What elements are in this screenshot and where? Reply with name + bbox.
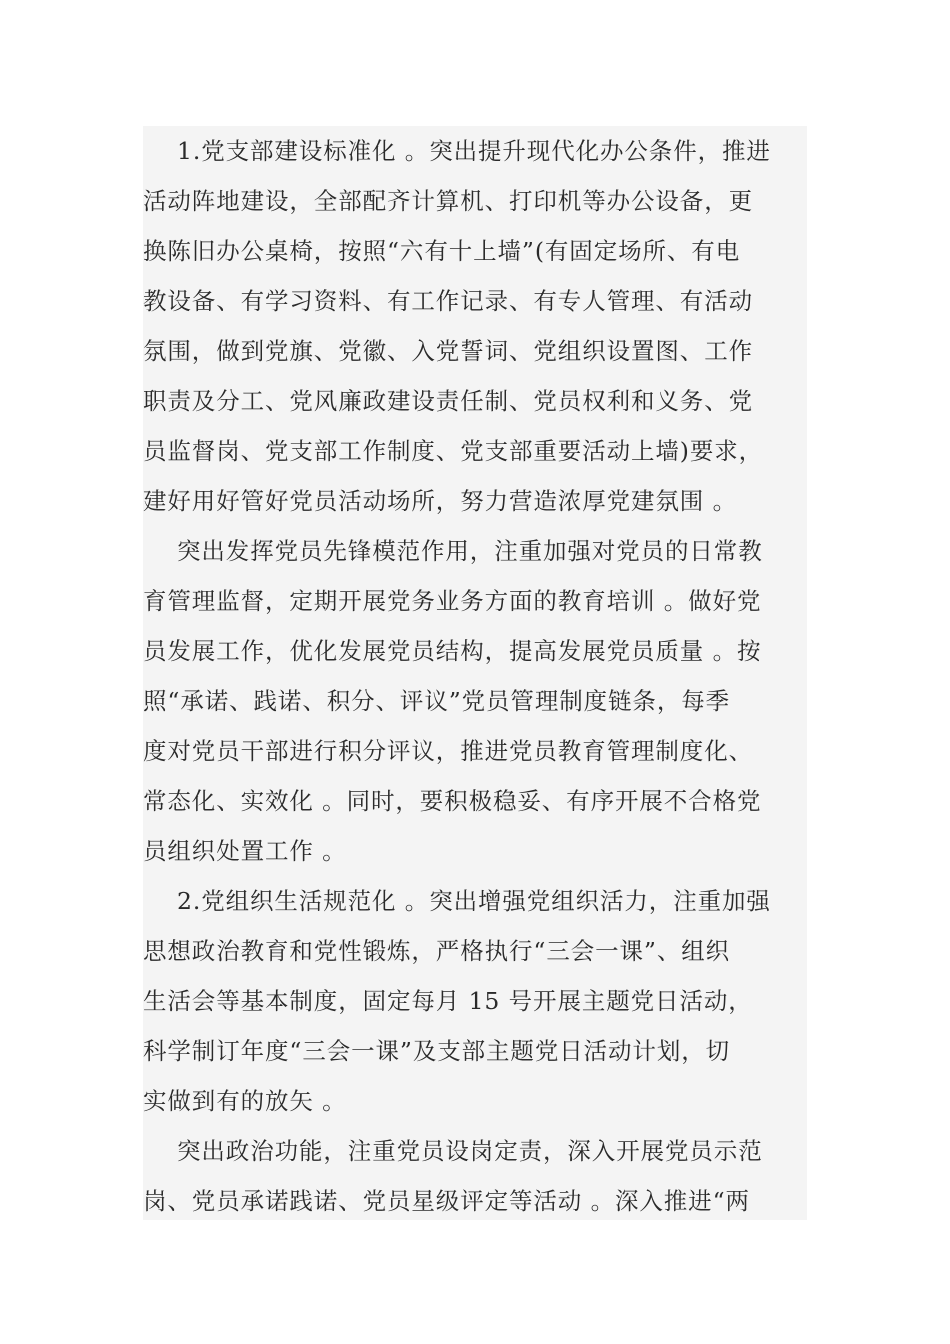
paragraph-2-line-6: 常态化、实效化 。同时，要积极稳妥、有序开展不合格党: [143, 787, 762, 815]
paragraph-2-line-2: 育管理监督，定期开展党务业务方面的教育培训 。做好党: [143, 587, 762, 615]
document-body: [143, 126, 807, 1220]
paragraph-1-line-5: 氛围，做到党旗、党徽、入党誓词、党组织设置图、工作: [143, 337, 753, 365]
paragraph-2-line-1: 突出发挥党员先锋模范作用，注重加强对党员的日常教: [177, 537, 763, 565]
paragraph-2-line-5: 度对党员干部进行积分评议，推进党员教育管理制度化、: [143, 737, 753, 765]
paragraph-1-line-2: 活动阵地建设，全部配齐计算机、打印机等办公设备，更: [143, 187, 753, 215]
paragraph-1-line-1: 1.党支部建设标准化 。突出提升现代化办公条件，推进: [177, 137, 771, 165]
paragraph-2-line-3: 员发展工作，优化发展党员结构，提高发展党员质量 。按: [143, 637, 762, 665]
paragraph-2-line-7: 员组织处置工作 。: [143, 837, 347, 865]
paragraph-3-line-3: 生活会等基本制度，固定每月 15 号开展主题党日活动，: [143, 987, 753, 1015]
paragraph-2-line-4: 照“承诺、践诺、积分、评议”党员管理制度链条，每季: [143, 687, 731, 715]
paragraph-1-line-6: 职责及分工、党风廉政建设责任制、党员权利和义务、党: [143, 387, 753, 415]
paragraph-3-line-5: 实做到有的放矢 。: [143, 1087, 347, 1115]
paragraph-1-line-7: 员监督岗、党支部工作制度、党支部重要活动上墙)要求，: [143, 437, 764, 465]
paragraph-3-line-4: 科学制订年度“三会一课”及支部主题党日活动计划，切: [143, 1037, 731, 1065]
paragraph-4-line-2: 岗、党员承诺践诺、党员星级评定等活动 。深入推进“两: [143, 1187, 750, 1215]
paragraph-3-line-2: 思想政治教育和党性锻炼，严格执行“三会一课”、组织: [143, 937, 731, 965]
paragraph-4-line-1: 突出政治功能，注重党员设岗定责，深入开展党员示范: [177, 1137, 763, 1165]
paragraph-1-line-8: 建好用好管好党员活动场所，努力营造浓厚党建氛围 。: [143, 487, 737, 515]
paragraph-1-line-4: 教设备、有学习资料、有工作记录、有专人管理、有活动: [143, 287, 753, 315]
paragraph-3-line-1: 2.党组织生活规范化 。突出增强党组织活力，注重加强: [177, 887, 771, 915]
paragraph-1-line-3: 换陈旧办公桌椅，按照“六有十上墙”(有固定场所、有电: [143, 237, 741, 265]
